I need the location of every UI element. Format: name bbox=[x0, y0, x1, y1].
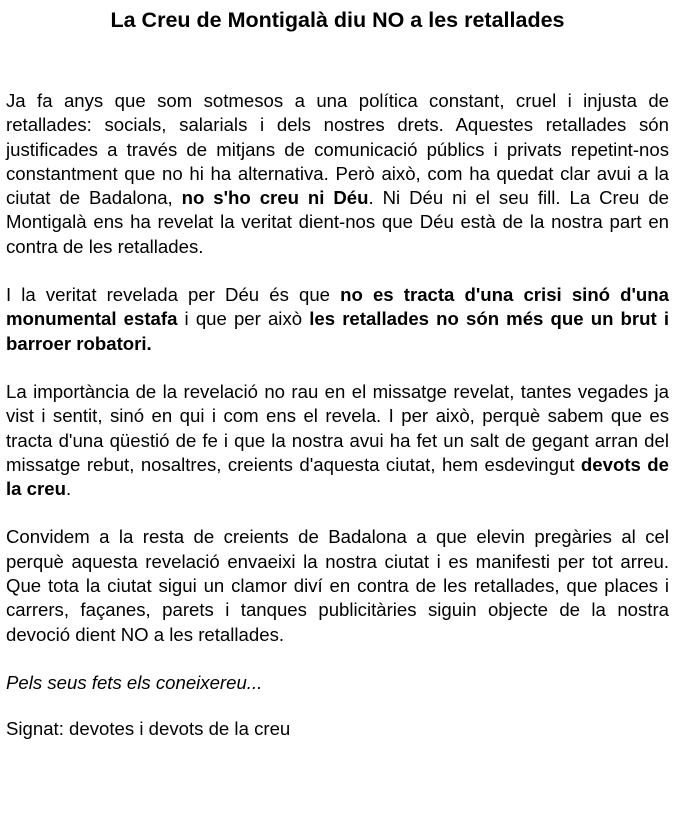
text-segment: Convidem a la resta de creients de Badalona a que elevin pregàries al cel perquè aquesta revelació envaeixi la nostra ciutat i es manifesti per tot arreu. Que tota la ciutat sigui un clamor diví en contra de les retallades, que places i carrers, façanes, parets i tanques publicitàries siguin objecte de la nostra devoció dient NO a les retallades. bbox=[6, 526, 669, 645]
paragraph-invitation bbox=[6, 525, 669, 646]
text-segment: . bbox=[65, 478, 72, 500]
paragraph-importance bbox=[6, 380, 669, 501]
bold-phrase: no es tracta d'una crisi sinó d'una monumental estafa bbox=[6, 284, 669, 330]
bold-phrase: devots de la creu bbox=[6, 453, 669, 500]
signature bbox=[6, 717, 669, 741]
paragraph-revelation bbox=[6, 283, 669, 356]
text-segment: La importància de la revelació no rau en el missatge revelat, tantes vegades ja vist i sentit, sinó en qui i com ens el revela. I per això, perquè sabem que es tracta d'una qüestió de fe i que la nostra avui ha fet un salt de gegant arran del missatge rebut, nosaltres, creients d'aquesta ciutat, hem esdevingut bbox=[6, 380, 669, 475]
text-segment: Signat: devotes i devots de la creu bbox=[6, 718, 291, 740]
paragraph-intro bbox=[6, 89, 669, 259]
bold-phrase: les retallades no són més que un brut i barroer robatori. bbox=[6, 308, 669, 354]
document-title: La Creu de Montigalà diu NO a les retallades bbox=[110, 8, 565, 32]
text-segment: i que per això bbox=[177, 308, 310, 330]
text-segment: Pels seus fets els coneixereu... bbox=[6, 671, 263, 693]
bold-phrase: no s'ho creu ni Déu bbox=[181, 187, 369, 209]
text-segment: Ja fa anys que som sotmesos a una política constant, cruel i injusta de retallades: socials, salarials i dels nostres drets. Aquestes retallades són justificades a través de mitjans de comunicació públics i privats repetint-nos constantment que no hi ha alternativa. Però això, com ha quedat clar avui a la ciutat de Badalona, bbox=[6, 90, 669, 209]
text-segment: . Ni Déu ni el seu fill. La Creu de Montigalà ens ha revelat la veritat dient-nos que Déu està de la nostra part en contra de les retallades. bbox=[6, 187, 669, 257]
paragraph-quote bbox=[6, 671, 669, 695]
text-segment: I la veritat revelada per Déu és que bbox=[6, 284, 341, 306]
